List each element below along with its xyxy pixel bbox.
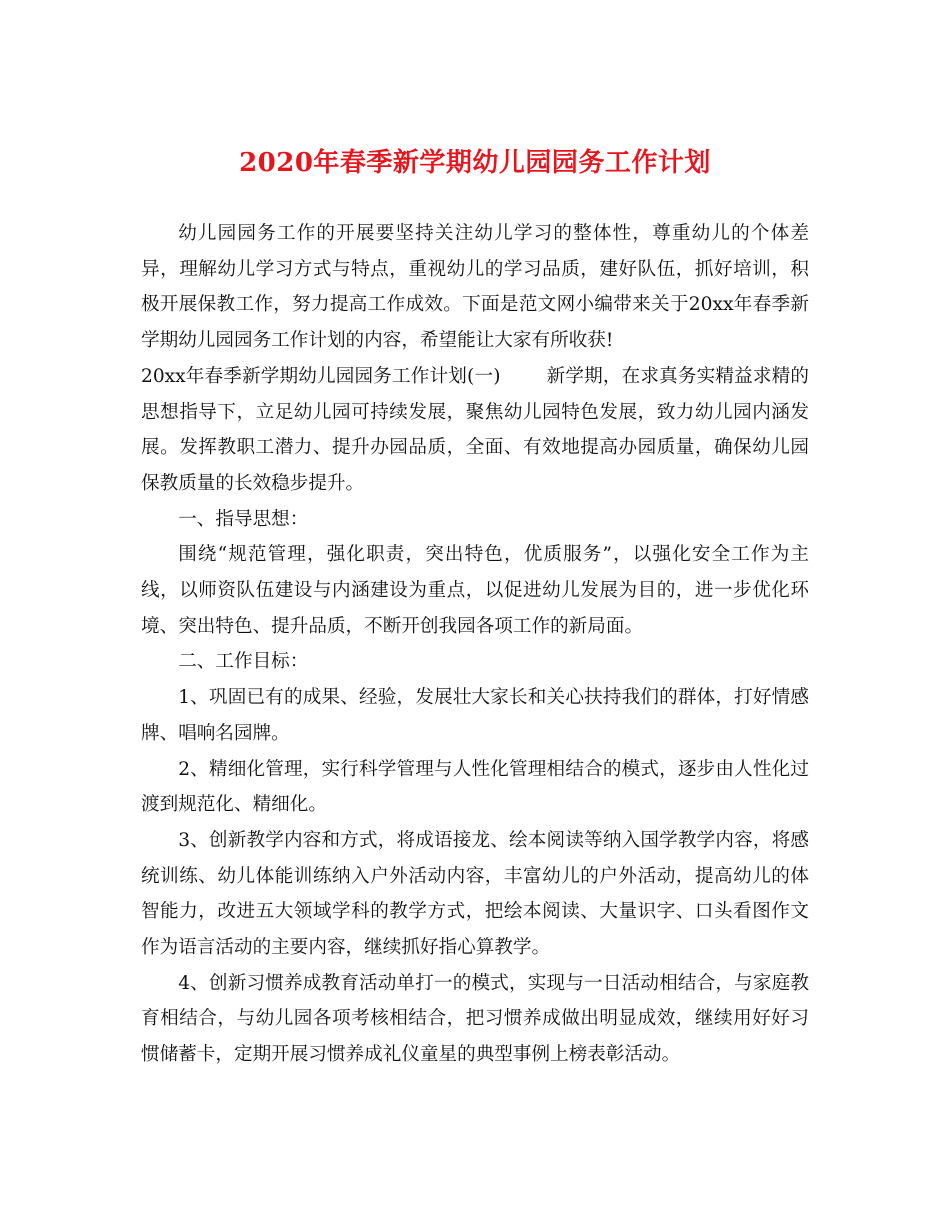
plan-heading: 20xx年春季新学期幼儿园园务工作计划(一) xyxy=(141,365,501,387)
intro-paragraph: 幼儿园园务工作的开展要坚持关注幼儿学习的整体性，尊重幼儿的个体差异，理解幼儿学习方式与特点，重视幼儿的学习品质，建好队伍，抓好培训，积极开展保教工作，努力提高工作成效。下面是范文网小编带来关于20xx年春季新学期幼儿园园务工作计划的内容，希望能让大家有所收获! xyxy=(141,223,809,352)
plan-paragraph xyxy=(141,359,809,502)
section1-paragraph: 围绕“规范管理，强化职责，突出特色，优质服务”，以强化安全工作为主线，以师资队伍建设与内涵建设为重点，以促进幼儿发展为目的，进一步优化环境、突出特色、提升品质，不断开创我园各项工作的新局面。 xyxy=(141,544,809,637)
goal-item-3: 3、创新教学内容和方式，将成语接龙、绘本阅读等纳入国学教学内容，将感统训练、幼儿体能训练纳入户外活动内容，丰富幼儿的户外活动，提高幼儿的体智能力，改进五大领域学科的教学方式，把绘本阅读、大量识字、口头看图作文作为语言活动的主要内容，继续抓好指心算教学。 xyxy=(141,829,809,959)
goal-item-1: 1、巩固已有的成果、经验，发展壮大家长和关心扶持我们的群体，打好情感牌、唱响名园牌。 xyxy=(141,687,809,744)
goal-item-2: 2、精细化管理，实行科学管理与人性化管理相结合的模式，逐步由人性化过渡到规范化、精细化。 xyxy=(141,758,809,816)
document-title: 2020年春季新学期幼儿园园务工作计划 xyxy=(239,148,711,178)
document-body xyxy=(141,216,809,1073)
section1-heading: 一、指导思想： xyxy=(178,508,309,530)
plan-lead-text: 新学期，在求真务实精益求精的思想指导下，立足幼儿园可持续发展，聚焦幼儿园特色发展，致力幼儿园内涵发展。发挥教职工潜力、提升办园品质，全面、有效地提高办园质量，确保幼儿园保教质量的长效稳步提升。 xyxy=(141,365,809,494)
section2-heading: 二、工作目标： xyxy=(178,651,309,673)
goal-item-4: 4、创新习惯养成教育活动单打一的模式，实现与一日活动相结合，与家庭教育相结合，与幼儿园各项考核相结合，把习惯养成做出明显成效，继续用好好习惯储蓄卡，定期开展习惯养成礼仪童星的典型事例上榜表彰活动。 xyxy=(141,972,809,1066)
